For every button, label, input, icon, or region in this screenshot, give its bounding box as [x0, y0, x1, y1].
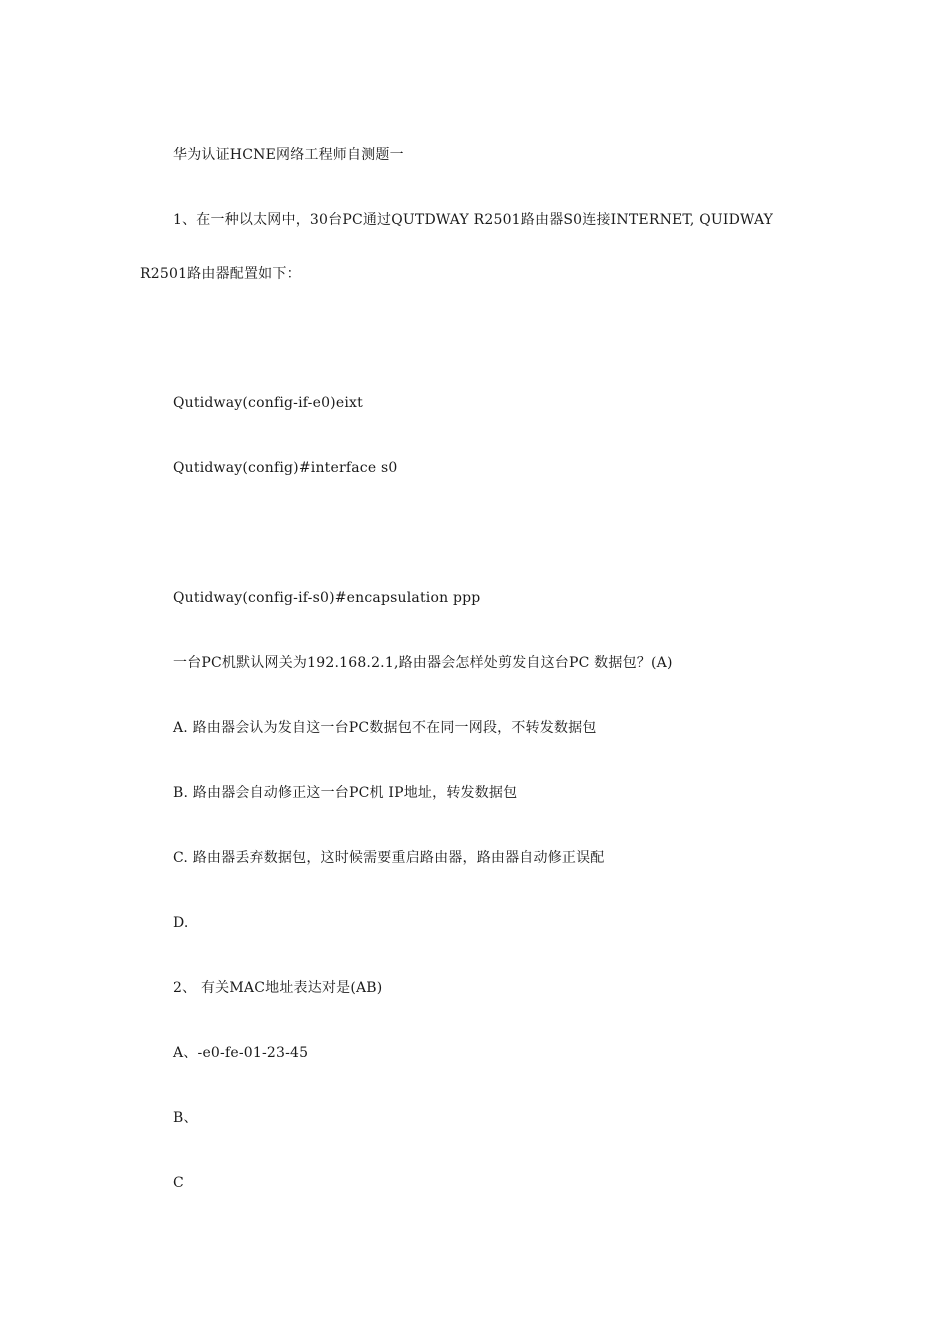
question-2-prompt: 2、 有关MAC地址表达对是(AB)	[173, 980, 383, 996]
question-1-option-a: A. 路由器会认为发自这一台PC数据包不在同一网段，不转发数据包	[173, 720, 597, 736]
question-1-option-c: C. 路由器丢弃数据包，这时候需要重启路由器，路由器自动修正误配	[173, 850, 605, 866]
document-title: 华为认证HCNE网络工程师自测题一	[173, 147, 404, 163]
question-2-option-c: C	[173, 1175, 184, 1191]
question-1-text-line-1: 1、在一种以太网中，30台PC通过QUTDWAY R2501路由器S0连接INTERNET, QUIDWAY	[173, 212, 774, 228]
question-1-text-line-2: R2501路由器配置如下：	[140, 266, 301, 282]
config-line-2: Qutidway(config)#interface s0	[173, 460, 398, 476]
question-1-option-d: D.	[173, 915, 189, 931]
question-1-option-b: B. 路由器会自动修正这一台PC机 IP地址，转发数据包	[173, 785, 518, 801]
question-2-option-a: A、-e0-fe-01-23-45	[173, 1045, 309, 1061]
config-line-3: Qutidway(config-if-s0)#encapsulation ppp	[173, 590, 481, 606]
question-1-prompt: 一台PC机默认网关为192.168.2.1,路由器会怎样处剪发自这台PC 数据包？(A)	[173, 655, 673, 671]
question-2-option-b: B、	[173, 1110, 198, 1126]
config-line-1: Qutidway(config-if-e0)eixt	[173, 395, 363, 411]
